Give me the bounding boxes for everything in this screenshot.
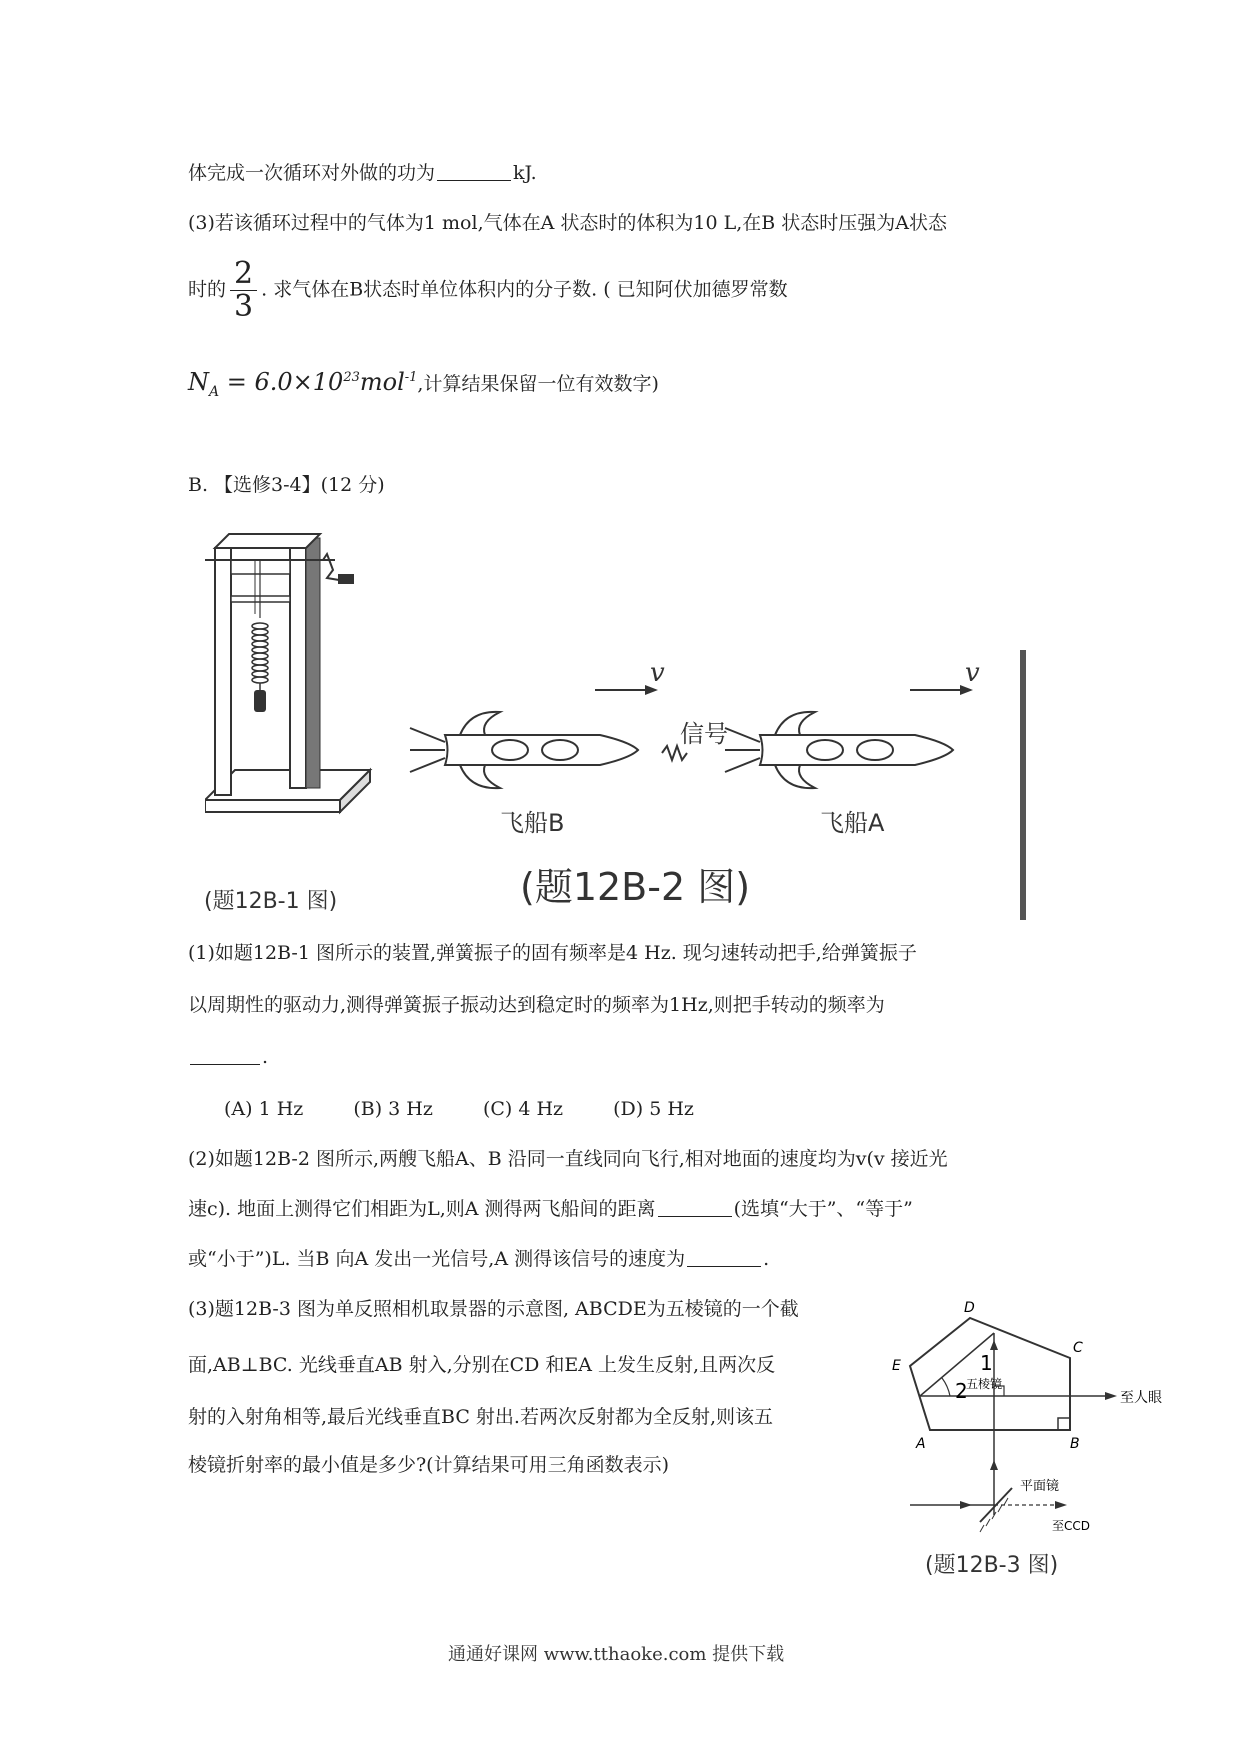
q3b-line-1: (3)题12B-3 图为单反照相机取景器的示意图, ABCDE为五棱镜的一个截 [188,1298,799,1320]
label-b: B [1070,1436,1080,1452]
avogadro-formula: $N_A = 6.0\times 10^{23}mol^{-1}$ [188,368,418,400]
q1-line-3 [188,1044,268,1070]
q3-line-2 [188,258,788,323]
option-b[interactable]: (B) 3 Hz [353,1098,433,1120]
figure-12b-1 [205,530,405,850]
q2-line-2-end: (选填“大于”、“等于” [733,1198,913,1220]
fraction-numerator: 2 [230,258,257,291]
q2-line-3-end: . [763,1248,770,1270]
q1-line-2: 以周期性的驱动力,测得弹簧振子振动达到稳定时的频率为1Hz,则把手转动的频率为 [188,994,885,1016]
angle-2-label: 2 [955,1379,968,1403]
spaceship-b [410,712,638,788]
q3-line-3 [188,365,659,405]
q3-line-2-end: . 求气体在B状态时单位体积内的分子数. ( 已知阿伏加德罗常数 [261,278,788,301]
q1-period: . [262,1046,269,1068]
label-d: D [964,1300,975,1316]
ship-a-label: 飞船A [820,809,885,837]
fraction [230,258,257,323]
option-c[interactable]: (C) 4 Hz [482,1098,564,1120]
q2-tail-line [188,160,537,186]
option-d[interactable]: (D) 5 Hz [613,1098,694,1120]
ship-b-label: 飞船B [500,809,565,837]
answer-blank[interactable] [437,162,511,181]
velocity-label-a: v [965,658,980,688]
q1-line-1: (1)如题12B-1 图所示的装置,弹簧振子的固有频率是4 Hz. 现匀速转动把手,给弹簧振子 [188,942,917,964]
option-a[interactable]: (A) 1 Hz [224,1098,304,1120]
q2-tail-text: 体完成一次循环对外做的功为 [188,162,436,184]
label-a: A [916,1436,926,1452]
q3b-line-3: 射的入射角相等,最后光线垂直BC 射出.若两次反射都为全反射,则该五 [188,1406,774,1428]
spaceship-a [725,712,953,788]
answer-blank[interactable] [190,1046,260,1065]
figure-12b-2-caption: (题12B-2 图) [520,865,751,909]
q2-line-2 [188,1196,913,1222]
to-ccd-label: 至CCD [1052,1519,1090,1533]
fraction-denominator: 3 [234,289,254,324]
wall [1020,650,1026,920]
answer-blank[interactable] [687,1248,761,1267]
q2-line-3 [188,1246,769,1272]
figure-12b-1-caption: (题12B-1 图) [204,889,338,914]
q2-tail-unit: kJ. [513,162,537,184]
q1-options [224,1096,738,1122]
q3-line-3-end: ,计算结果保留一位有效数字) [417,373,659,395]
footer-text: 通通好课网 www.tthaoke.com 提供下载 [448,1644,785,1665]
to-eye-label: 至人眼 [1120,1390,1162,1406]
q2-line-3-start: 或“小于”)L. 当B 向A 发出一光信号,A 测得该信号的速度为 [188,1248,686,1270]
q2-line-1: (2)如题12B-2 图所示,两艘飞船A、B 沿同一直线同向飞行,相对地面的速度均为v(v 接近光 [188,1148,948,1170]
q3-line-2-start: 时的 [188,278,227,301]
velocity-label-b: v [650,658,665,688]
q2-line-2-start: 速c). 地面上测得它们相距为L,则A 测得两飞船间的距离 [188,1198,656,1220]
signal-label: 信号 [680,720,728,748]
angle-1-label: 1 [980,1351,993,1375]
label-c: C [1073,1340,1083,1356]
q3b-line-4: 棱镜折射率的最小值是多少?(计算结果可用三角函数表示) [188,1454,670,1476]
answer-blank[interactable] [658,1198,732,1217]
figure-12b-3 [880,1290,1180,1550]
section-b-heading: B. 【选修3-4】(12 分) [188,474,385,496]
q3b-line-2: 面,AB⊥BC. 光线垂直AB 射入,分别在CD 和EA 上发生反射,且两次反 [188,1354,776,1376]
mirror-label: 平面镜 [1020,1479,1060,1494]
label-e: E [892,1358,901,1374]
figure-12b-3-caption: (题12B-3 图) [925,1553,1059,1578]
q3-line-1: (3)若该循环过程中的气体为1 mol,气体在A 状态时的体积为10 L,在B 状态时压强为A状态 [188,212,947,234]
prism-label: 五棱镜 [966,1377,1003,1391]
